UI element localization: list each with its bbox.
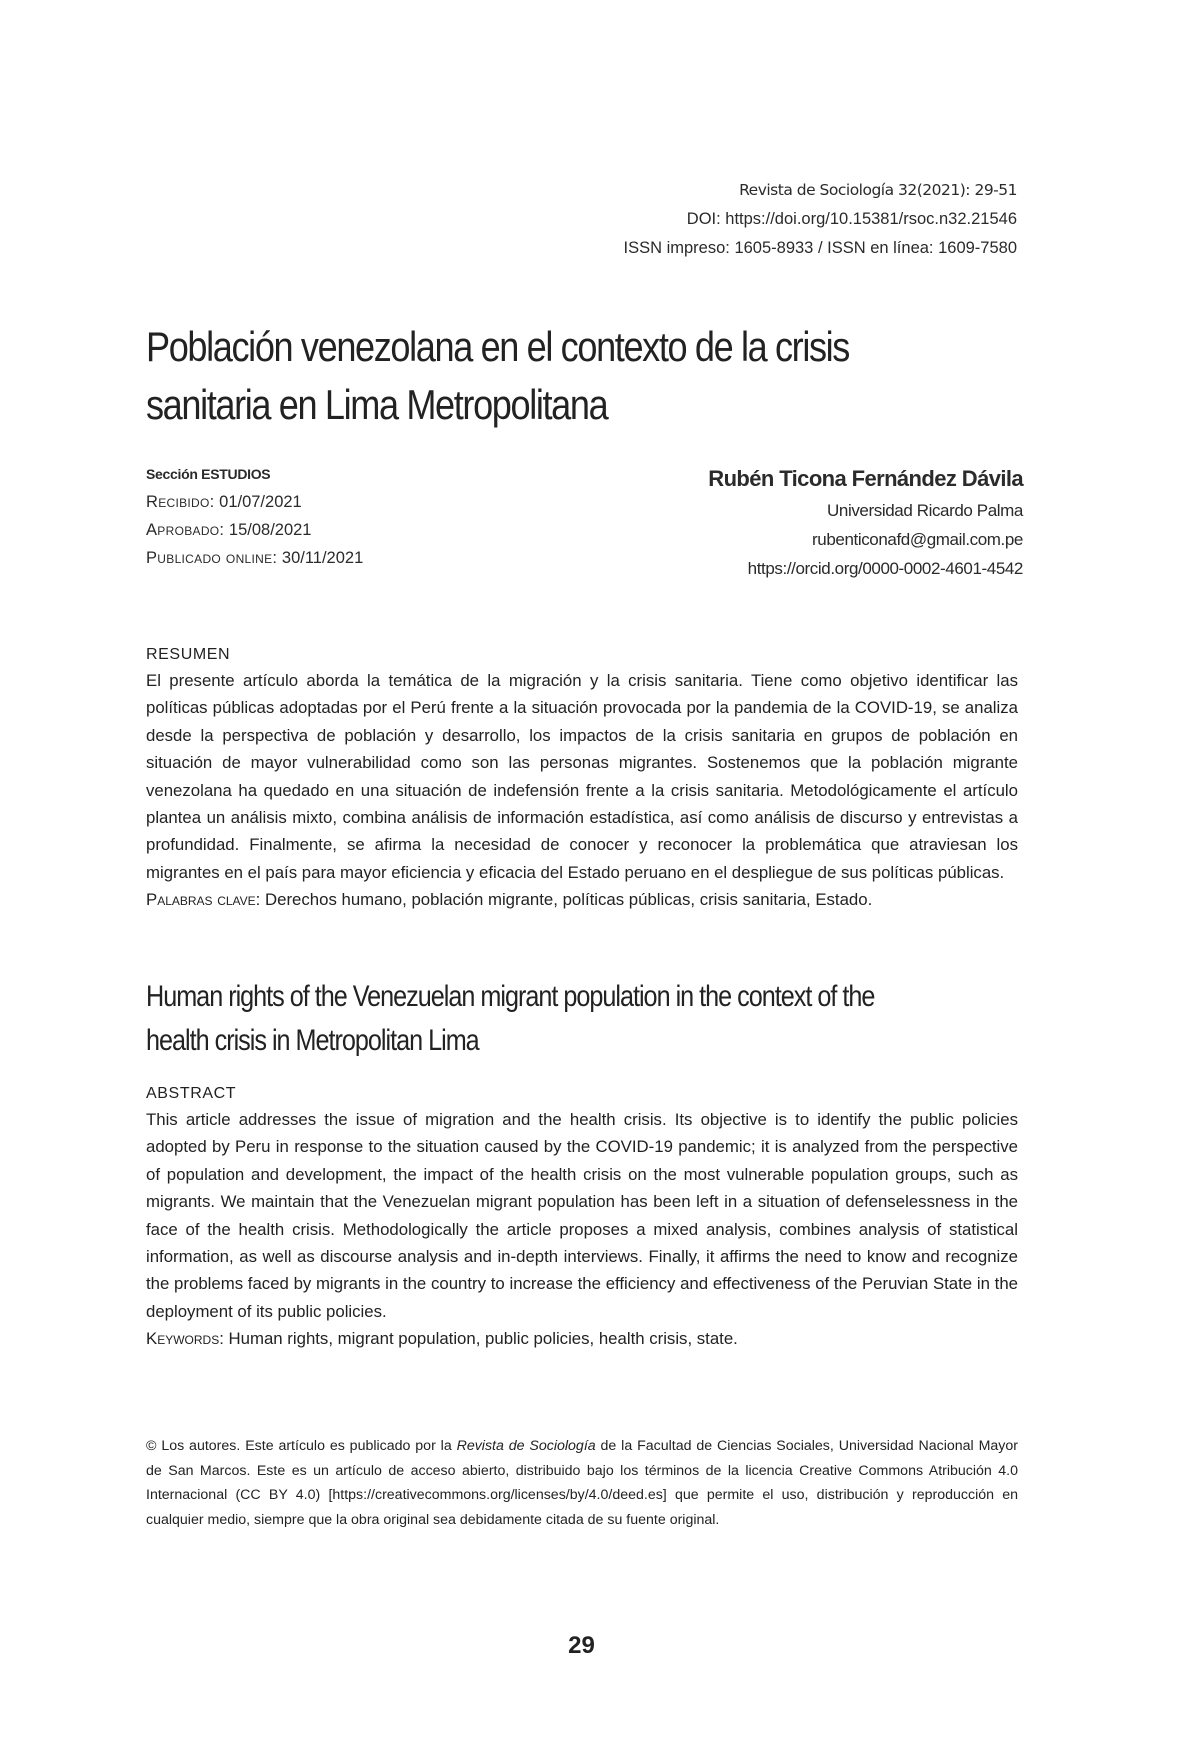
resumen-heading: RESUMEN: [146, 646, 231, 663]
abstract-keywords-text: Human rights, migrant population, public policies, health crisis, state.: [228, 1329, 738, 1349]
license-journal-name: Revista de Sociología: [456, 1438, 596, 1454]
article-title-line-2: sanitaria en Lima Metropolitana: [146, 381, 608, 428]
abstract-keywords-label: Keywords:: [146, 1329, 224, 1349]
abstract-section: [146, 1082, 1018, 1353]
resumen-body: El presente artículo aborda la temática de la migración y la crisis sanitaria. Tiene como objetivo identificar las políticas públicas adoptadas por el Perú frente a la situación provocada por la pandemia de la COVID-19, se analiza desde la perspectiva de población y desarrollo, los impactos de la crisis sanitaria en grupos de población en situación de mayor vulnerabilidad como son las personas migrantes. Sostenemos que la población migrante venezolana ha quedado en una situación de indefensión frente a la crisis sanitaria. Metodológicamente el artículo plantea un análisis mixto, combina análisis de información estadística, así como análisis de discurso y entrevistas a profundidad. Finalmente, se afirma la necesidad de conocer y reconocer la problemática que atraviesan los migrantes en el país para mayor eficiencia y eficacia del Estado peruano en el despliegue de sus políticas públicas.: [146, 671, 1018, 882]
resumen-keywords-label: Palabras clave:: [146, 890, 261, 910]
author-email[interactable]: rubenticonafd@gmail.com.pe: [812, 530, 1023, 549]
approved-line: [146, 516, 363, 544]
received-label: Recibido:: [146, 493, 215, 511]
article-title-line-1: Población venezolana en el contexto de la crisis: [146, 323, 849, 370]
abstract-heading: ABSTRACT: [146, 1085, 237, 1102]
published-date: 30/11/2021: [281, 549, 364, 567]
approved-label: Aprobado:: [146, 521, 225, 539]
resumen-keywords-text: Derechos humano, población migrante, políticas públicas, crisis sanitaria, Estado.: [265, 890, 873, 910]
license-text-1: © Los autores. Este artículo es publicado por la: [146, 1438, 457, 1454]
section-info: [146, 460, 363, 572]
journal-citation: Revista de Sociología 32(2021): 29-51: [739, 181, 1017, 199]
author-affiliation: Universidad Ricardo Palma: [827, 501, 1023, 520]
section-label: Sección ESTUDIOS: [146, 466, 271, 482]
article-title: [146, 318, 1023, 434]
author-block: [708, 462, 1023, 583]
doi-line[interactable]: DOI: https://doi.org/10.15381/rsoc.n32.21546: [686, 210, 1017, 228]
page-number: 29: [568, 1632, 595, 1659]
issn-line: ISSN impreso: 1605-8933 / ISSN en línea: 1609-7580: [623, 239, 1017, 257]
license-notice: [146, 1434, 1018, 1532]
published-line: [146, 544, 363, 572]
abstract-body: This article addresses the issue of migration and the health crisis. Its objective is to identify the public policies adopted by Peru in response to the situation caused by the COVID-19 pandemic; it is analyzed from the perspective of population and development, the impact of the health crisis on the most vulnerable population groups, such as migrants. We maintain that the Venezuelan migrant population has been left in a situation of defenselessness in the face of the health crisis. Methodologically the article proposes a mixed analysis, combines analysis of statistical information, as well as discourse analysis and in-depth interviews. Finally, it affirms the need to know and recognize the problems faced by migrants in the country to increase the efficiency and effectiveness of the Peruvian State in the deployment of its public policies.: [146, 1110, 1018, 1321]
abstract-keywords: [146, 1325, 1018, 1352]
approved-date: 15/08/2021: [228, 521, 312, 539]
english-title-line-1: Human rights of the Venezuelan migrant population in the context of the: [146, 980, 875, 1013]
journal-header: [624, 176, 1018, 263]
author-orcid[interactable]: https://orcid.org/0000-0002-4601-4542: [747, 559, 1023, 578]
received-date: 01/07/2021: [219, 493, 302, 511]
english-title: [146, 975, 1020, 1063]
received-line: [146, 488, 363, 516]
resumen-keywords: [146, 886, 1018, 913]
published-label: Publicado online:: [146, 549, 278, 567]
english-title-line-2: health crisis in Metropolitan Lima: [146, 1024, 479, 1057]
license-text-2: de la Facultad de Ciencias Sociales, Universidad Nacional Mayor de San Marcos. Este es un artículo de acceso abierto, distribuido bajo los términos de la licencia Creative Commons Atribución 4.0 Internacional (CC BY 4.0) [https://creativecommons.org/licenses/by/4.0/deed.es] que permite el uso, distribución y reproducción en cualquier medio, siempre que la obra original sea debidamente citada de su fuente original.: [146, 1438, 1018, 1528]
resumen-section: [146, 643, 1018, 914]
author-name: Rubén Ticona Fernández Dávila: [708, 466, 1023, 491]
